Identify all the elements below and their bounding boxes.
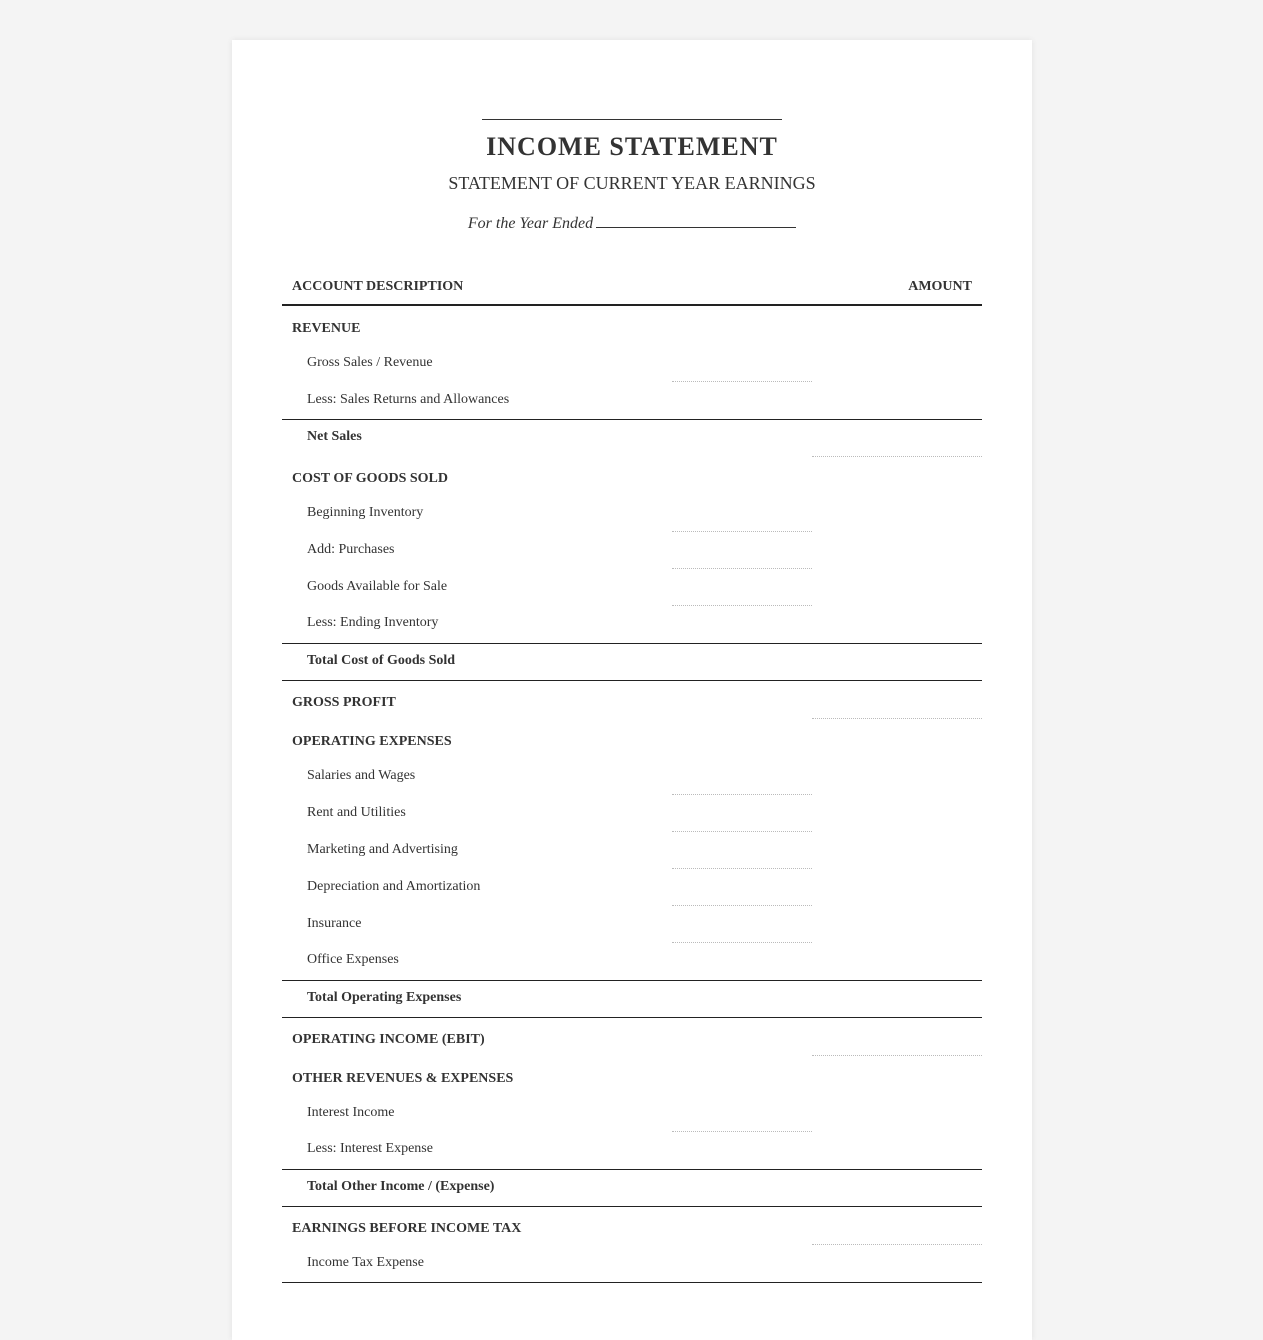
line-depreciation: Depreciation and Amortization xyxy=(307,879,481,894)
amount-line-gross-profit xyxy=(812,718,982,719)
subtotal-rule xyxy=(282,1282,982,1283)
line-sales-returns: Less: Sales Returns and Allowances xyxy=(307,392,510,407)
line-interest-income: Interest Income xyxy=(307,1105,395,1120)
line-operating-income: OPERATING INCOME (EBIT) xyxy=(292,1032,485,1047)
line-marketing: Marketing and Advertising xyxy=(307,842,458,857)
line-purchases: Add: Purchases xyxy=(307,542,395,557)
amount-line-marketing xyxy=(672,868,812,869)
line-income-tax-expense: Income Tax Expense xyxy=(307,1255,424,1270)
subtotal-rule xyxy=(282,643,982,644)
section-heading-cogs: COST OF GOODS SOLD xyxy=(292,471,448,486)
amount-line-beginning-inventory xyxy=(672,531,812,532)
line-net-sales: Net Sales xyxy=(307,429,362,444)
line-office-expenses: Office Expenses xyxy=(307,952,399,967)
amount-line-rent xyxy=(672,831,812,832)
total-rule xyxy=(282,1017,982,1018)
column-header-description: ACCOUNT DESCRIPTION xyxy=(292,279,464,294)
amount-line-purchases xyxy=(672,568,812,569)
line-beginning-inventory: Beginning Inventory xyxy=(307,505,424,520)
line-salaries: Salaries and Wages xyxy=(307,768,416,783)
amount-line-salaries xyxy=(672,794,812,795)
line-total-other: Total Other Income / (Expense) xyxy=(307,1179,495,1194)
column-header-amount: AMOUNT xyxy=(908,279,972,294)
amount-line-depreciation xyxy=(672,905,812,906)
subtotal-rule xyxy=(282,419,982,420)
amount-line-earnings-before-tax xyxy=(812,1244,982,1245)
header-divider xyxy=(282,304,982,306)
amount-line-interest-income xyxy=(672,1131,812,1132)
section-heading-other: OTHER REVENUES & EXPENSES xyxy=(292,1071,514,1086)
total-rule xyxy=(282,680,982,681)
line-ending-inventory: Less: Ending Inventory xyxy=(307,615,439,630)
amount-line-gross-sales xyxy=(672,381,812,382)
line-rent: Rent and Utilities xyxy=(307,805,406,820)
total-rule xyxy=(282,1206,982,1207)
line-total-cogs: Total Cost of Goods Sold xyxy=(307,653,456,668)
period-label: For the Year Ended xyxy=(467,215,594,232)
amount-line-goods-available xyxy=(672,605,812,606)
line-interest-expense: Less: Interest Expense xyxy=(307,1141,433,1156)
line-total-opex: Total Operating Expenses xyxy=(307,990,462,1005)
line-goods-available: Goods Available for Sale xyxy=(307,579,448,594)
amount-line-net-sales xyxy=(812,456,982,457)
subtotal-rule xyxy=(282,980,982,981)
section-heading-revenue: REVENUE xyxy=(292,321,361,336)
line-insurance: Insurance xyxy=(307,916,362,931)
income-table xyxy=(282,40,982,1340)
line-gross-profit: GROSS PROFIT xyxy=(292,695,396,710)
line-gross-sales: Gross Sales / Revenue xyxy=(307,355,433,370)
document-subtitle: STATEMENT OF CURRENT YEAR EARNINGS xyxy=(448,173,816,193)
statement-page xyxy=(232,40,1032,1340)
amount-line-insurance xyxy=(672,942,812,943)
line-earnings-before-tax: EARNINGS BEFORE INCOME TAX xyxy=(292,1221,522,1236)
amount-line-operating-income xyxy=(812,1055,982,1056)
section-heading-opex: OPERATING EXPENSES xyxy=(292,734,452,749)
document-title: INCOME STATEMENT xyxy=(486,132,778,161)
subtotal-rule xyxy=(282,1169,982,1170)
